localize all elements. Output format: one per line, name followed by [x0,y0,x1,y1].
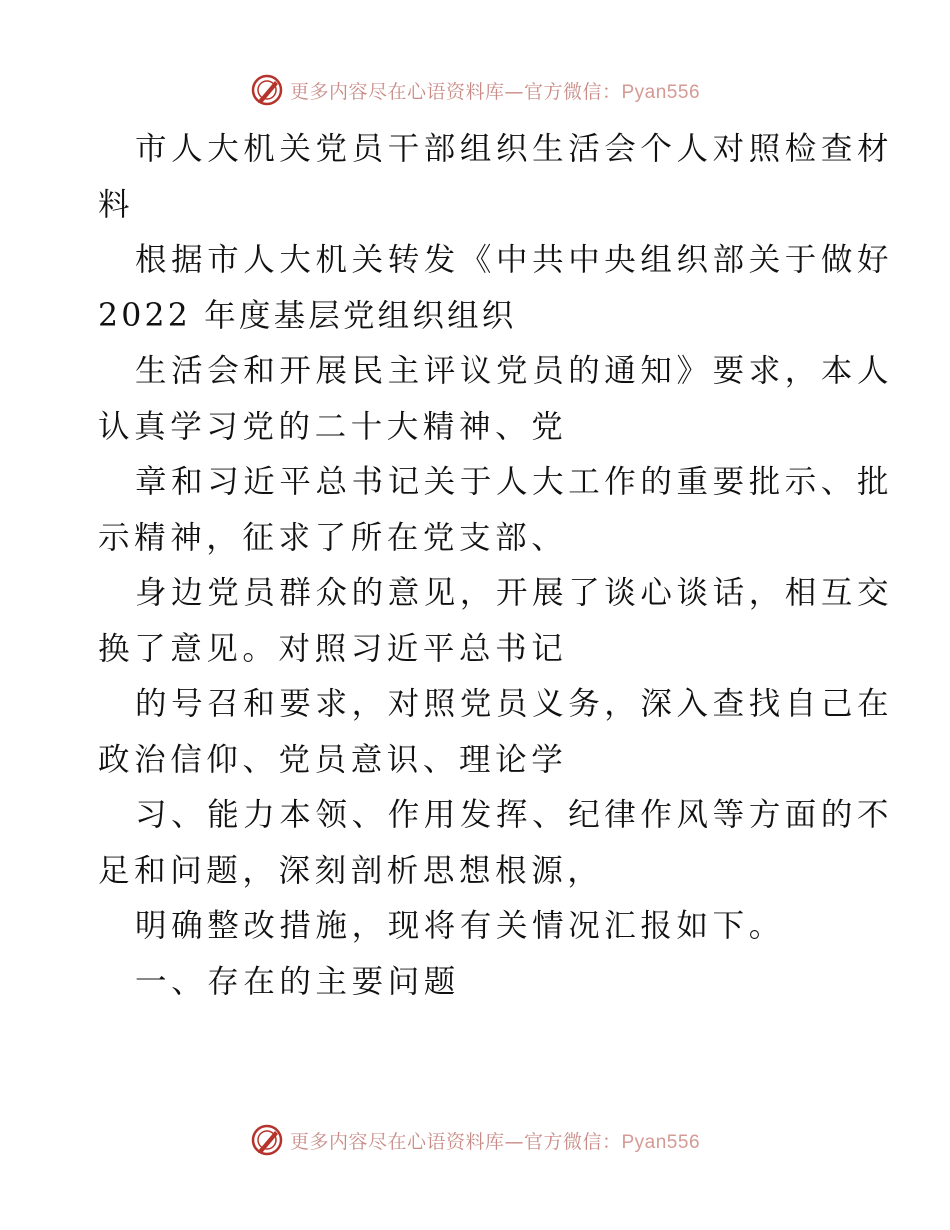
paragraph-line: 换了意见。对照习近平总书记 [98,630,568,667]
title-line-1: 市人大机关党员干部组织生活会个人对照检查材 [135,131,894,167]
paragraph-line: 2022 年度基层党组织组织 [98,297,517,334]
document-body [98,122,894,1010]
section-heading: 一、存在的主要问题 [135,963,460,1000]
title-line-2: 料 [98,186,135,223]
paragraph-line: 生活会和开展民主评议党员的通知》要求，本人 [135,353,894,389]
pen-logo-icon [250,73,284,107]
paragraph-line: 的号召和要求，对照党员义务，深入查找自己在 [135,686,894,722]
paragraph-line: 习、能力本领、作用发挥、纪律作风等方面的不 [135,797,894,833]
paragraph-line: 政治信仰、党员意识、理论学 [98,741,568,778]
watermark-text: 更多内容尽在心语资料库—官方微信：Pyan556 [289,80,701,103]
paragraph-line: 示精神，征求了所在党支部、 [98,519,568,556]
watermark-text: 更多内容尽在心语资料库—官方微信：Pyan556 [289,1130,701,1153]
paragraph-line: 足和问题，深刻剖析思想根源， [98,852,604,889]
paragraph-line: 章和习近平总书记关于人大工作的重要批示、批 [135,464,894,500]
watermark-header [0,70,950,110]
paragraph-line: 根据市人大机关转发《中共中央组织部关于做好 [135,242,894,278]
paragraph-line: 身边党员群众的意见，开展了谈心谈话，相互交 [135,575,894,611]
paragraph-line: 认真学习党的二十大精神、党 [98,408,568,445]
watermark-footer [0,1120,950,1160]
pen-logo-icon [250,1123,284,1157]
paragraph-line: 明确整改措施，现将有关情况汇报如下。 [135,908,785,944]
